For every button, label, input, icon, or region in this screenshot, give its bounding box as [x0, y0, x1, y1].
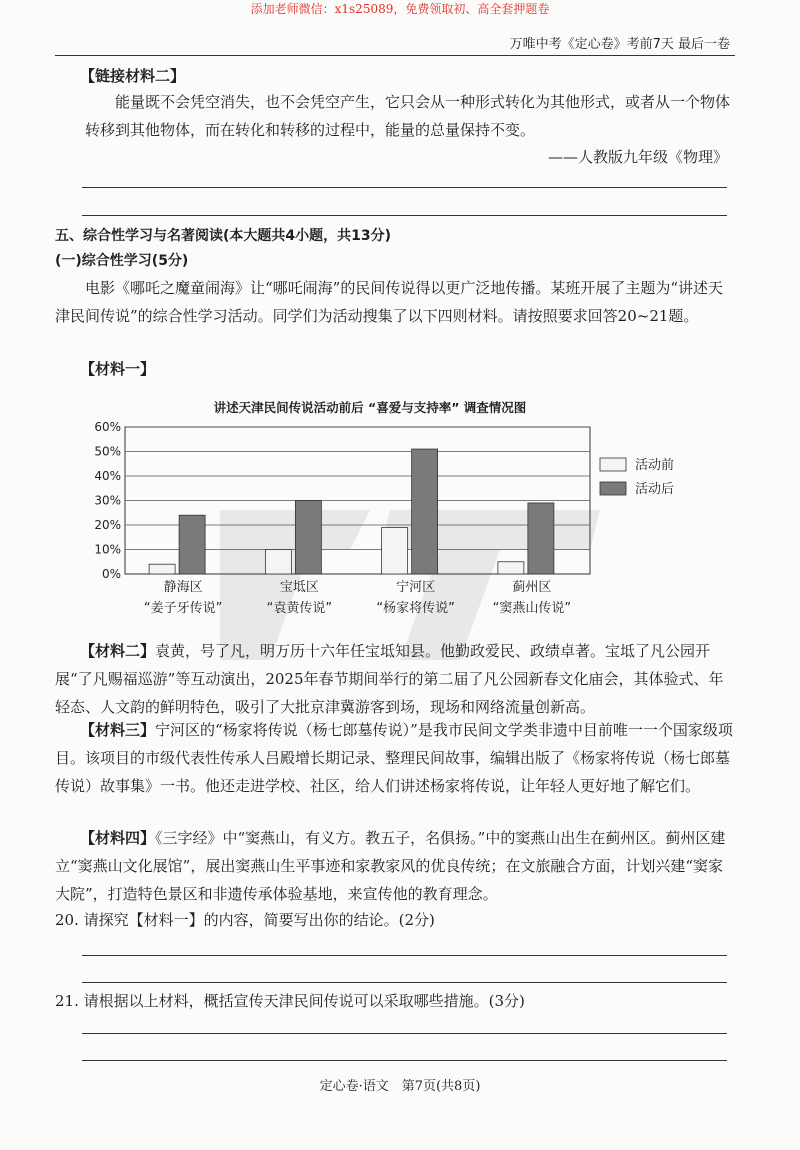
y-tick-label: 50% — [94, 444, 121, 459]
bar-before — [149, 564, 175, 574]
y-tick-label: 60% — [94, 420, 121, 434]
legend-swatch — [600, 458, 626, 471]
bar-before — [265, 550, 291, 575]
legend-swatch — [600, 482, 626, 495]
y-tick-label: 0% — [101, 567, 121, 581]
question-21: 21. 请根据以上材料，概括宣传天津民间传说可以采取哪些措施。(3分) — [55, 992, 525, 1010]
material3-label: 【材料三】 — [80, 721, 156, 739]
x-category-label: 宝坻区 — [279, 580, 319, 595]
bar-after — [179, 515, 205, 574]
material4-text: 《三字经》中“窦燕山，有义方。教五子，名俱扬。”中的窦燕山出生在蓟州区。蓟州区建立“窦燕山文化展馆”，展出窦燕山生平事迹和家教家风的优良传统；在文旅融合方面，计划兴建“窦家大院”，打造特色景区和非遗传承体验基地，来宣传他的教育理念。 — [55, 829, 726, 903]
material2-text: 袁黄，号了凡，明万历十六年任宝坻知县。他勤政爱民、政绩卓著。宝坻了凡公园开展“了凡赐福巡游”等互动演出，2025年春节期间举行的第二届了凡公园新春文化庙会，其体验式、年轻态、人文韵的鲜明特色，吸引了大批京津冀游客到场，现场和网络流量创新高。 — [55, 642, 724, 716]
material3-block — [55, 716, 735, 800]
bar-before — [382, 527, 408, 574]
answer-line — [82, 187, 727, 188]
section-title: 五、综合性学习与名著阅读(本大题共4小题，共13分) — [55, 228, 392, 244]
x-category-label: 宁河区 — [396, 580, 436, 595]
question-20: 20. 请探究【材料一】的内容，简要写出你的结论。(2分) — [55, 911, 435, 929]
material4-label: 【材料四】 — [80, 829, 156, 847]
link-material-text: 能量既不会凭空消失，也不会凭空产生，它只会从一种形式转化为其他形式，或者从一个物体转移到其他物体，而在转化和转移的过程中，能量的总量保持不变。 — [85, 93, 731, 139]
answer-line-q21[interactable] — [82, 1060, 727, 1061]
answer-line — [82, 215, 727, 216]
x-category-sublabel: “姜子牙传说” — [143, 601, 223, 616]
promo-banner: 添加老师微信：x1s25089，免费领取初、高全套押题卷 — [250, 2, 550, 16]
answer-line-q21[interactable] — [82, 1033, 727, 1034]
y-tick-label: 20% — [94, 518, 121, 532]
material2-label: 【材料二】 — [80, 642, 156, 660]
y-tick-label: 10% — [94, 542, 121, 557]
page-footer: 定心卷·语文 第7页(共8页) — [319, 1079, 481, 1094]
material2-block — [55, 637, 735, 721]
bar-after — [412, 449, 438, 574]
x-category-sublabel: “窦燕山传说” — [492, 601, 572, 616]
header-rule — [55, 55, 735, 56]
x-category-sublabel: “杨家将传说” — [376, 601, 455, 616]
answer-line-q20[interactable] — [82, 955, 727, 956]
page-header: 万唯中考《定心卷》考前7天 最后一卷 — [509, 37, 730, 52]
y-tick-label: 30% — [94, 493, 121, 508]
link-material-title: 【链接材料二】 — [80, 67, 186, 85]
bar-after — [295, 501, 321, 575]
y-tick-label: 40% — [94, 469, 121, 483]
bar-chart — [70, 418, 710, 623]
material4-block — [55, 824, 735, 908]
x-category-label: 蓟州区 — [512, 580, 552, 595]
bar-after — [528, 503, 554, 574]
chart-title: 讲述天津民间传说活动前后 “喜爱与支持率” 调查情况图 — [213, 400, 527, 415]
section-intro: 电影《哪吒之魔童闹海》让“哪吒闹海”的民间传说得以更广泛地传播。某班开展了主题为“讲述天津民间传说”的综合性学习活动。同学们为活动搜集了以下四则材料。请按照要求回答20~21题。 — [55, 279, 724, 325]
material3-text: 宁河区的“杨家将传说（杨七郎墓传说）”是我市民间文学类非遗中目前唯一一个国家级项目。该项目的市级代表性传承人吕殿增长期记录、整理民间故事，编辑出版了《杨家将传说（杨七郎墓传说）故事集》一书。他还走进学校、社区，给人们讲述杨家将传说，让年轻人更好地了解它们。 — [55, 721, 733, 795]
x-category-label: 静海区 — [163, 580, 203, 595]
link-material-source: ——人教版九年级《物理》 — [547, 148, 728, 166]
answer-line-q20[interactable] — [82, 982, 727, 983]
legend-label: 活动前 — [635, 458, 675, 473]
section-subtitle: (一)综合性学习(5分) — [55, 253, 189, 269]
x-category-sublabel: “袁黄传说” — [266, 601, 333, 616]
material1-label: 【材料一】 — [80, 360, 156, 378]
bar-before — [498, 562, 524, 574]
legend-label: 活动后 — [635, 482, 675, 497]
